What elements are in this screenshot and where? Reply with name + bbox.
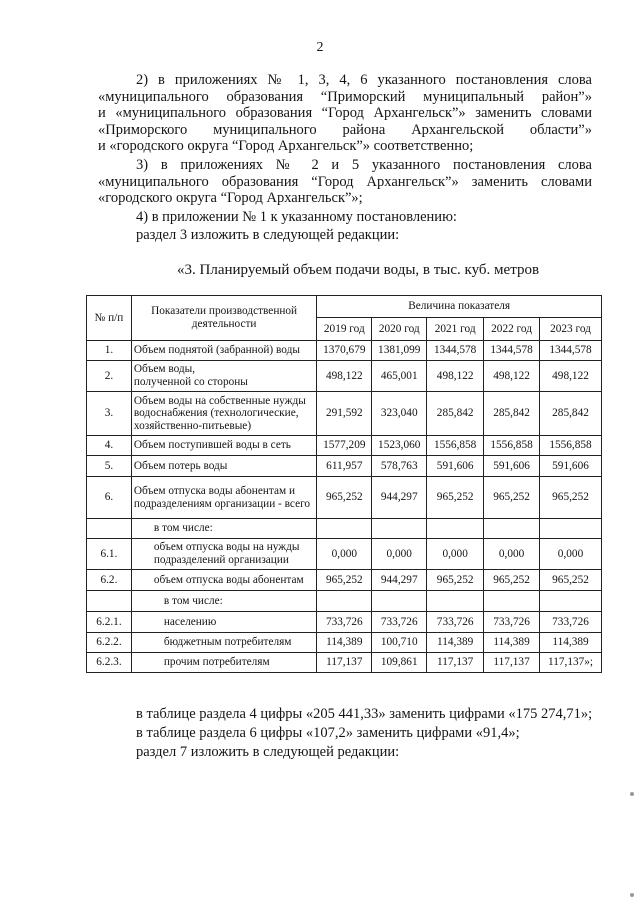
- row-value: 465,001: [372, 361, 427, 392]
- row-num: 6.2.3.: [87, 653, 132, 673]
- row-name: в том числе:: [131, 591, 316, 612]
- row-value: 591,606: [540, 456, 602, 477]
- header-year: 2022 год: [484, 318, 540, 341]
- row-num: 5.: [87, 456, 132, 477]
- header-indicator: Показатели производственной деятельности: [131, 296, 316, 341]
- after-table-line: в таблице раздела 6 цифры «107,2» заменить цифрами «91,4»;: [136, 725, 520, 741]
- row-value: 965,252: [427, 570, 484, 591]
- row-value: 285,842: [427, 392, 484, 436]
- row-value: 733,726: [427, 612, 484, 633]
- row-value: [427, 519, 484, 539]
- row-num: [87, 591, 132, 612]
- row-value: [372, 519, 427, 539]
- row-value: 117,137: [317, 653, 372, 673]
- row-value: 498,122: [427, 361, 484, 392]
- scan-artifact: [630, 893, 634, 897]
- table-row: [87, 591, 602, 612]
- header-year: 2019 год: [317, 318, 372, 341]
- row-num: 6.1.: [87, 539, 132, 570]
- table-row: [87, 612, 602, 633]
- after-table-line: в таблице раздела 4 цифры «205 441,33» заменить цифрами «175 274,71»;: [136, 706, 593, 722]
- row-value: 117,137»;: [540, 653, 602, 673]
- row-value: 285,842: [540, 392, 602, 436]
- paragraph-line: и «городского округа “Город Архангельск”» соответственно;: [98, 138, 474, 155]
- table-row: [87, 570, 602, 591]
- paragraph-line: и «муниципального образования “Город Архангельск”» заменить словами: [98, 105, 592, 122]
- row-value: 323,040: [372, 392, 427, 436]
- row-value: 109,861: [372, 653, 427, 673]
- scan-artifact: [630, 792, 634, 796]
- row-num: 3.: [87, 392, 132, 436]
- row-value: [484, 591, 540, 612]
- paragraph-line: «Приморского муниципального района Архангельской области”»: [98, 121, 592, 138]
- row-value: 733,726: [317, 612, 372, 633]
- row-value: 1577,209: [317, 436, 372, 456]
- row-name: Объем воды, полученной со стороны: [131, 361, 316, 392]
- row-value: [427, 591, 484, 612]
- row-value: 100,710: [372, 633, 427, 653]
- table-row: [87, 653, 602, 673]
- row-value: [540, 591, 602, 612]
- table-row: [87, 361, 602, 392]
- row-value: 291,592: [317, 392, 372, 436]
- row-value: 578,763: [372, 456, 427, 477]
- row-value: 1556,858: [427, 436, 484, 456]
- row-value: [540, 519, 602, 539]
- row-num: 4.: [87, 436, 132, 456]
- row-name: Объем поступившей воды в сеть: [131, 436, 316, 456]
- row-value: 285,842: [484, 392, 540, 436]
- row-value: [372, 591, 427, 612]
- row-name: Объем воды на собственные нужды водоснабжения (технологические, хозяйственно-питьевые): [131, 392, 316, 436]
- row-value: 117,137: [484, 653, 540, 673]
- table-row: [87, 477, 602, 519]
- row-value: 114,389: [484, 633, 540, 653]
- row-num: 6.2.: [87, 570, 132, 591]
- row-value: 117,137: [427, 653, 484, 673]
- row-num: 6.2.2.: [87, 633, 132, 653]
- row-value: 733,726: [540, 612, 602, 633]
- row-value: [484, 519, 540, 539]
- row-value: 114,389: [317, 633, 372, 653]
- row-num: 2.: [87, 361, 132, 392]
- paragraph-line: «городского округа “Город Архангельск”»;: [98, 190, 363, 207]
- header-value-group: Величина показателя: [317, 296, 602, 318]
- row-value: 1381,099: [372, 341, 427, 361]
- row-num: 6.2.1.: [87, 612, 132, 633]
- row-value: 0,000: [372, 539, 427, 570]
- paragraph-line: «муниципального образования “Город Архангельск”» заменить словами: [98, 173, 592, 190]
- row-name: объем отпуска воды абонентам: [131, 570, 316, 591]
- row-num: 1.: [87, 341, 132, 361]
- row-value: 965,252: [317, 570, 372, 591]
- row-num: [87, 519, 132, 539]
- water-volume-table: [86, 295, 602, 673]
- row-value: 944,297: [372, 477, 427, 519]
- paragraph-line: «муниципального образования “Приморский муниципальный район”»: [98, 88, 592, 105]
- table-row: [87, 392, 602, 436]
- row-value: 498,122: [484, 361, 540, 392]
- row-value: 1556,858: [540, 436, 602, 456]
- row-name: населению: [131, 612, 316, 633]
- row-name: прочим потребителям: [131, 653, 316, 673]
- row-value: 944,297: [372, 570, 427, 591]
- row-value: 591,606: [427, 456, 484, 477]
- row-value: 498,122: [317, 361, 372, 392]
- table-row: [87, 341, 602, 361]
- row-value: 611,957: [317, 456, 372, 477]
- row-name: Объем отпуска воды абонентам и подразделениям организации - всего: [131, 477, 316, 519]
- row-value: 114,389: [540, 633, 602, 653]
- row-value: 0,000: [540, 539, 602, 570]
- section-3-intro: раздел 3 изложить в следующей редакции:: [136, 227, 400, 243]
- header-year: 2023 год: [540, 318, 602, 341]
- row-value: 0,000: [317, 539, 372, 570]
- table-heading: «3. Планируемый объем подачи воды, в тыс. куб. метров: [177, 262, 540, 278]
- row-name: в том числе:: [131, 519, 316, 539]
- row-name: Объем поднятой (забранной) воды: [131, 341, 316, 361]
- row-value: 965,252: [317, 477, 372, 519]
- row-value: 0,000: [484, 539, 540, 570]
- row-value: 1344,578: [427, 341, 484, 361]
- row-value: [317, 519, 372, 539]
- row-value: 733,726: [484, 612, 540, 633]
- table-header-row: [87, 296, 602, 318]
- header-num: № п/п: [87, 296, 132, 341]
- row-value: 965,252: [540, 477, 602, 519]
- table-row: [87, 539, 602, 570]
- row-value: 1523,060: [372, 436, 427, 456]
- row-value: 591,606: [484, 456, 540, 477]
- header-year: 2020 год: [372, 318, 427, 341]
- row-value: 965,252: [427, 477, 484, 519]
- row-value: 1344,578: [484, 341, 540, 361]
- row-value: 114,389: [427, 633, 484, 653]
- table-row: [87, 519, 602, 539]
- item-4: 4) в приложении № 1 к указанному постановлению:: [136, 209, 457, 225]
- row-value: 1370,679: [317, 341, 372, 361]
- row-value: 1556,858: [484, 436, 540, 456]
- row-value: 733,726: [372, 612, 427, 633]
- after-table-line: раздел 7 изложить в следующей редакции:: [136, 744, 400, 760]
- table-row: [87, 456, 602, 477]
- row-value: 0,000: [427, 539, 484, 570]
- row-name: Объем потерь воды: [131, 456, 316, 477]
- row-value: 498,122: [540, 361, 602, 392]
- row-value: 1344,578: [540, 341, 602, 361]
- row-value: 965,252: [540, 570, 602, 591]
- row-value: [317, 591, 372, 612]
- paragraph-3: [98, 157, 592, 207]
- row-name: объем отпуска воды на нужды подразделений организации: [131, 539, 316, 570]
- row-value: 965,252: [484, 477, 540, 519]
- table-row: [87, 633, 602, 653]
- row-value: 965,252: [484, 570, 540, 591]
- paragraph-line: 2) в приложениях № 1, 3, 4, 6 указанного постановления слова: [136, 72, 592, 88]
- table-row: [87, 436, 602, 456]
- header-year: 2021 год: [427, 318, 484, 341]
- paragraph-2: [98, 72, 592, 155]
- paragraph-line: 3) в приложениях № 2 и 5 указанного постановления слова: [136, 157, 592, 173]
- page-number: 2: [316, 40, 324, 55]
- row-name: бюджетным потребителям: [131, 633, 316, 653]
- row-num: 6.: [87, 477, 132, 519]
